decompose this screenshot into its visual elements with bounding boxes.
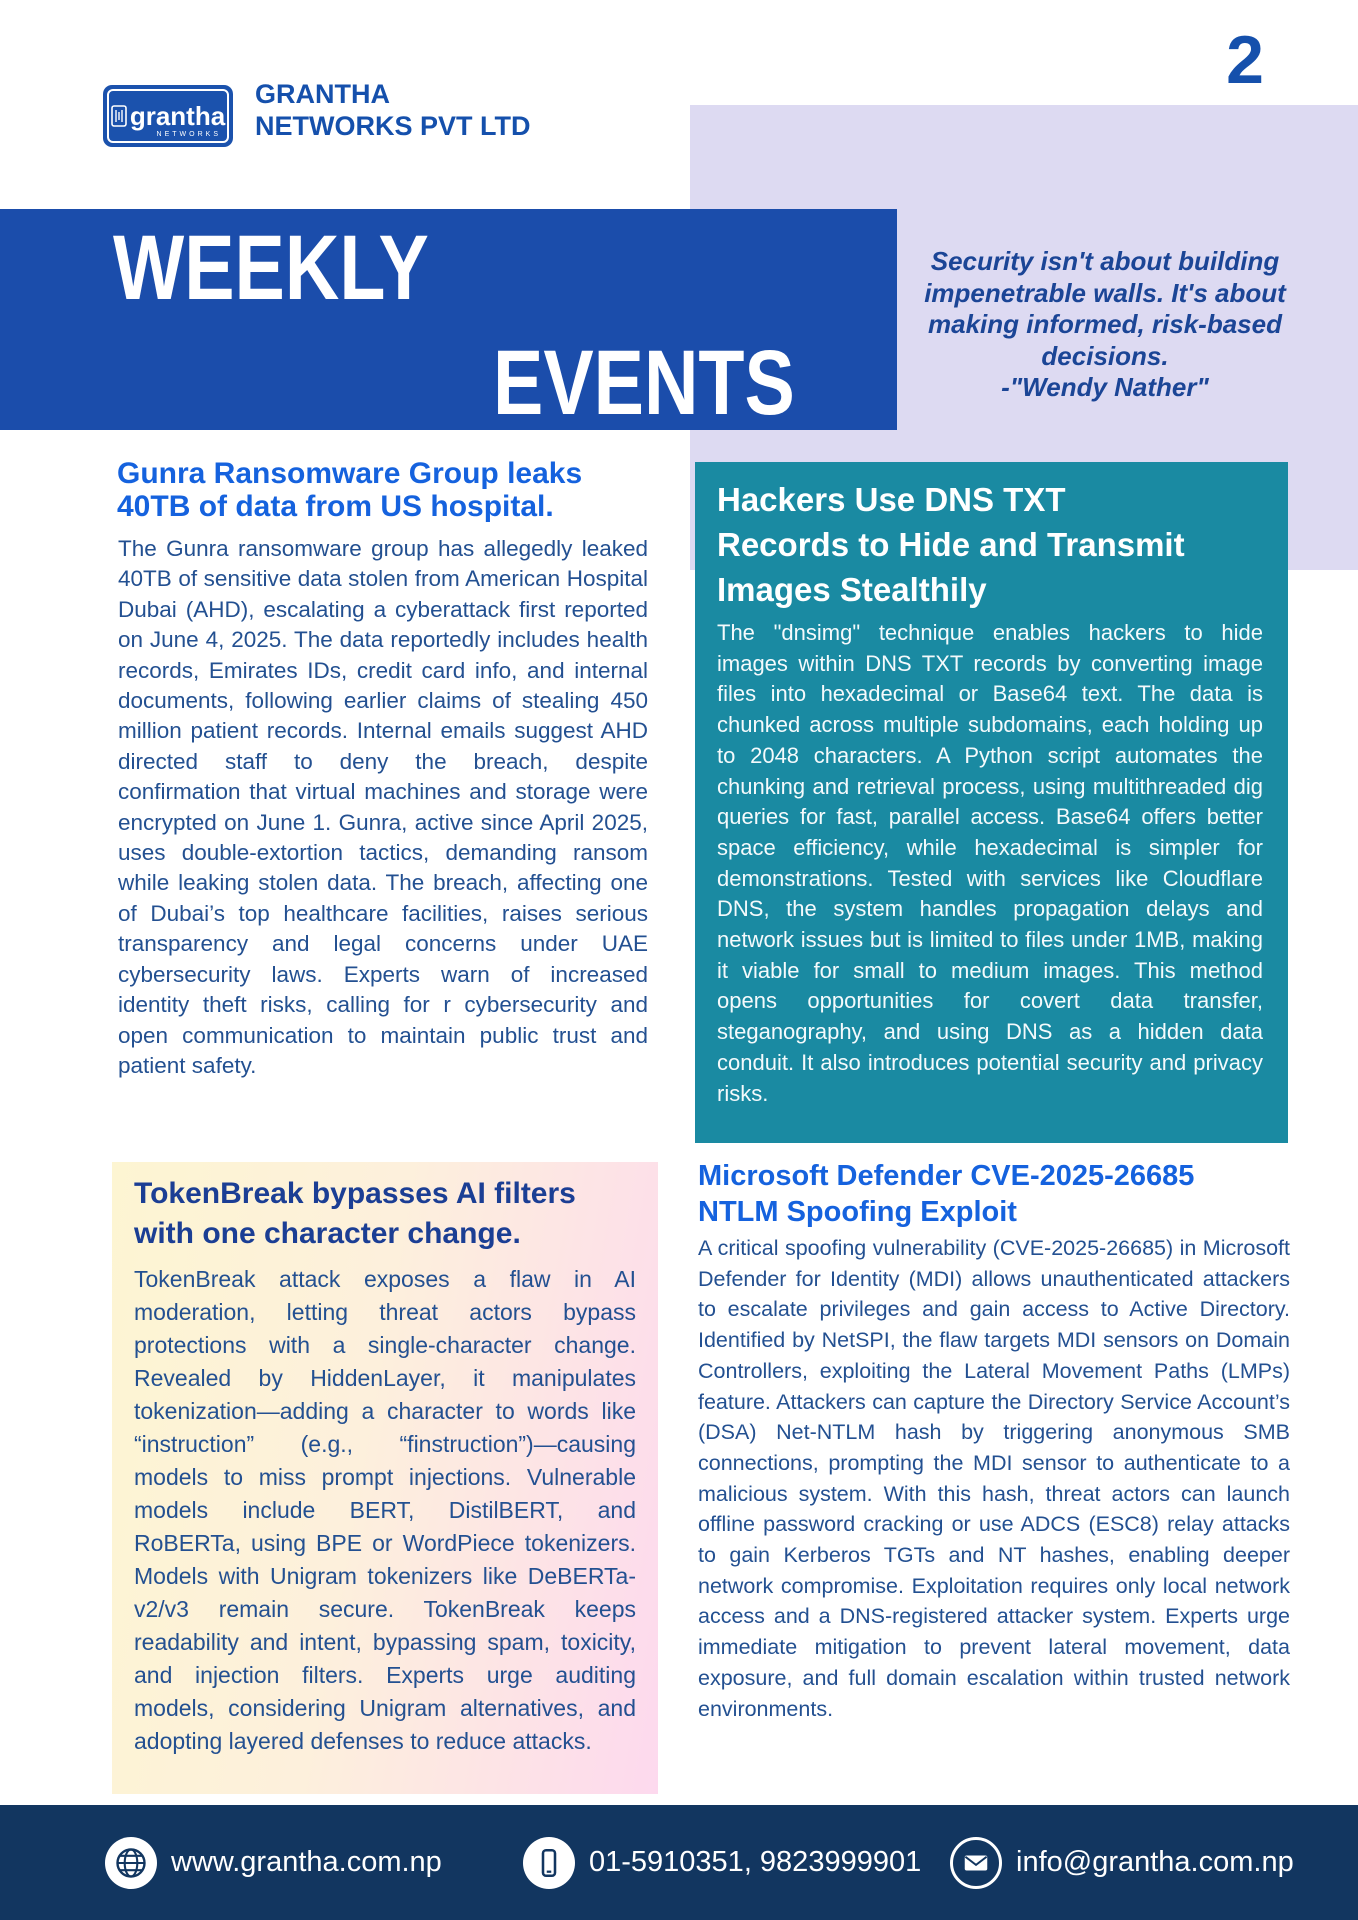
company-name-line1: GRANTHA [255, 79, 390, 109]
article-defender-body: A critical spoofing vulnerability (CVE-2025-26685) in Microsoft Defender for Identity (MDI) allows unauthenticated attackers to escalate privileges and gain access to Active Directory. Identified by NetSPI, the flaw targets MDI sensors on Domain Controllers, exploiting the Lateral Movement Paths (LMPs) feature. Attackers can capture the Directory Service Account’s (DSA) Net-NTLM hash by triggering anonymous SMB connections, prompting the MDI sensor to authenticate to a malicious system. With this hash, threat actors can launch offline password cracking or use ADCS (ESC8) relay attacks to gain Kerberos TGTs and NT hashes, enabling deeper network compromise. Exploitation requires only local network access and a DNS-registered attacker system. Experts urge immediate mitigation to prevent lateral movement, data exposure, and full domain escalation within trusted network environments. [698, 1236, 1290, 1721]
weekly-events-banner [0, 209, 897, 434]
quote-line: impenetrable walls. It's about [924, 277, 1286, 308]
security-quote [895, 246, 1315, 404]
article-tokenbreak-title-line2: with one character change. [134, 1217, 521, 1250]
article-tokenbreak-title-line1: TokenBreak bypasses AI filters [134, 1177, 576, 1210]
article-defender-title [698, 1159, 1298, 1230]
footer-bar [0, 1805, 1358, 1920]
footer-website-text: www.grantha.com.np [171, 1846, 442, 1878]
mail-icon [950, 1837, 1002, 1889]
footer-phone[interactable] [523, 1805, 921, 1920]
article-defender-title-line1: Microsoft Defender CVE-2025-26685 [698, 1160, 1195, 1192]
footer-website[interactable] [105, 1805, 442, 1920]
article-defender-title-line2: NTLM Spoofing Exploit [698, 1195, 1017, 1228]
banner-word-events: EVENTS [493, 332, 795, 434]
footer-phone-text: 01-5910351, 9823999901 [589, 1846, 922, 1878]
article-dns-card [695, 462, 1288, 1143]
article-dns-title-line2: Records to Hide and Transmit [717, 526, 1185, 563]
logo-brand-text: grantha [129, 101, 226, 131]
quote-line: decisions. [1041, 340, 1169, 371]
article-tokenbreak-title [134, 1174, 636, 1254]
company-name [255, 78, 615, 142]
article-gunra-title-line1: Gunra Ransomware Group leaks [117, 457, 583, 490]
phone-icon [523, 1837, 575, 1889]
logo-sub-text: NETWORKS [156, 131, 221, 138]
globe-icon [105, 1837, 157, 1889]
quote-line: making informed, risk-based [928, 309, 1282, 339]
banner-word-weekly: WEEKLY [113, 217, 429, 319]
article-gunra-title [117, 457, 662, 523]
book-icon [111, 105, 127, 127]
article-dns-body: The "dnsimg" technique enables hackers to hide images within DNS TXT records by converting image files into hexadecimal or Base64 text. The data is chunked across multiple subdomains, each holding up to 2048 characters. A Python script automates the chunking and retrieval process, using multithreaded dig queries for fast, parallel access. Base64 offers better space efficiency, while hexadecimal is simpler for demonstrations. Tested with services like Cloudflare DNS, the system handles propagation delays and network issues but is limited to files under 1MB, making it viable for small to medium images. This method opens opportunities for covert data transfer, steganography, and using DNS as a hidden data conduit. It also introduces potential security and privacy risks. [717, 620, 1263, 1106]
company-name-line2: NETWORKS PVT LTD [255, 111, 531, 141]
article-gunra-title-line2: 40TB of data from US hospital. [117, 490, 554, 523]
article-gunra-body: The Gunra ransomware group has allegedly leaked 40TB of sensitive data stolen from American Hospital Dubai (AHD), escalating a cyberattack first reported on June 4, 2025. The data reportedly includes health records, Emirates IDs, credit card info, and internal documents, following earlier claims of stealing 450 million patient records. Internal emails suggest AHD directed staff to deny the breach, despite confirmation that virtual machines and storage were encrypted on June 1. Gunra, active since April 2025, uses double-extortion tactics, demanding ransom while leaking stolen data. The breach, affecting one of Dubai’s top healthcare facilities, raises serious transparency and legal concerns under UAE cybersecurity laws. Experts warn of increased identity theft risks, calling for r cybersecurity and open communication to maintain public trust and patient safety. [118, 536, 648, 1078]
footer-email[interactable] [950, 1805, 1294, 1920]
article-dns-title-line1: Hackers Use DNS TXT [717, 481, 1066, 518]
page-number: 2 [1226, 22, 1264, 98]
quote-attribution: -"Wendy Nather" [1001, 372, 1209, 402]
quote-line: Security isn't about building [930, 246, 1280, 276]
article-tokenbreak-card [112, 1162, 658, 1794]
article-tokenbreak-body: TokenBreak attack exposes a flaw in AI moderation, letting threat actors bypass protections with a single-character change. Revealed by HiddenLayer, it manipulates tokenization—adding a character to words like “instruction” (e.g., “finstruction”)—causing models to miss prompt injections. Vulnerable models include BERT, DistilBERT, and RoBERTa, using BPE or WordPiece tokenizers. Models with Unigram tokenizers like DeBERTa-v2/v3 remain secure. TokenBreak keeps readability and intent, bypassing spam, toxicity, and injection filters. Experts urge auditing models, considering Unigram alternatives, and adopting layered defenses to reduce attacks. [134, 1266, 636, 1754]
footer-email-text: info@grantha.com.np [1016, 1846, 1294, 1878]
logo-frame [107, 89, 229, 143]
article-dns-title-line3: Images Stealthily [717, 571, 987, 608]
company-logo [103, 85, 233, 147]
article-dns-title [717, 477, 1263, 612]
